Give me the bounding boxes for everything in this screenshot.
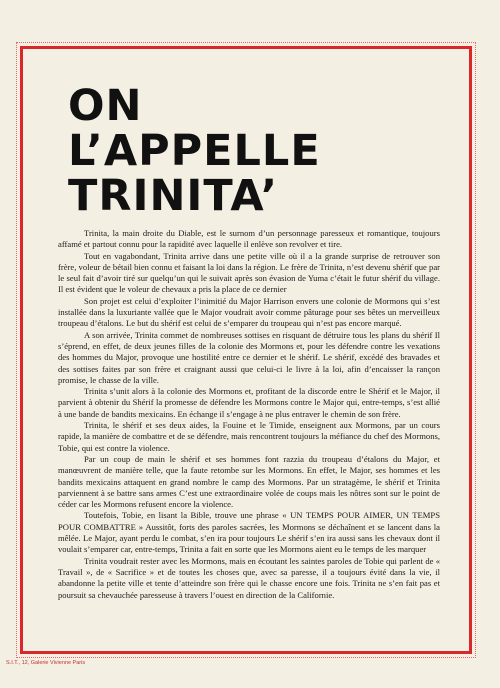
synopsis-text — [58, 228, 440, 601]
headline — [68, 81, 448, 221]
headline-line-2: L’APPELLE — [68, 126, 321, 176]
publisher-imprint: S.I.T., 12, Galerie Vivienne Paris — [6, 660, 86, 666]
paragraph: Trinita s’unit alors à la colonie des Mormons et, profitant de la discorde entre le Shérif et le Major, il parvient à obtenir du Shérif la promesse de défendre les Mormons contre le Major qui, entre-temps, s’est allié à une bande de bandits mexicains. En échange il s’engage à ne plus entraver le chemin de son frère. — [58, 386, 440, 419]
paragraph: Trinita, le shérif et ses deux aides, la Fouine et le Timide, enseignent aux Mormons, par un cours rapide, la manière de combattre et de se défendre, mais rencontrent toujours la méfiance du chef des Mormons, Tobie, qui est contre la violence. — [58, 420, 440, 453]
paragraph: Par un coup de main le shérif et ses hommes font razzia du troupeau d’étalons du Major, et manœuvrent de manière telle, que la faute retombe sur les Mormons. En effet, le Major, ses hommes et les bandits mexicains attaquent en grand nombre le camp des Mormons. Par un stratagème, le shérif et Trinita parviennent à se battre sans armes C’est une extraordinaire volée de coups mais les nôtres sont sur le point de céder car les Mormons refusent encore la violence. — [58, 453, 440, 510]
paragraph: Trinita voudrait rester avec les Mormons, mais en écoutant les saintes paroles de Tobie qui parlent de « Travail », de « Sacrifice » et de toutes les choses que, avec sa paresse, il a toujours évité dans la vie, il abandonne la petite ville et tente d’atteindre son frère qui le chasse encore une fois. Trinita ne s’en fait pas et poursuit sa chevauchée paresseuse à travers l’ouest en direction de la Californie. — [58, 555, 440, 600]
paragraph: Toutefois, Tobie, en lisant la Bible, trouve une phrase « UN TEMPS POUR AIMER, UN TEMPS POUR COMBATTRE » Aussitôt, forts des paroles sacrées, les Mormons se déchaînent et se lancent dans la mêlée. Le Major, ayant perdu le combat, s’en ira pour toujours Le shérif s’en ira aussi sans les chevaux dont il voulait s’emparer car, entre-temps, Trinita a fait en sorte que les Mormons aient eu le temps de les marquer — [58, 510, 440, 555]
paragraph: A son arrivée, Trinita commet de nombreuses sottises en risquant de détruire tous les plans du shérif Il s’éprend, en effet, de deux jeunes filles de la colonie des Mormons et, pour les défendre contre les vexations des hommes du Major, provoque une hostilité entre ce dernier et le shérif. Le shérif, excédé des bravades et des sottises faites par son frère et craignant aussi que celui-ci le livre à la loi, afin d’encaisser la rançon promise, le chasse de la ville. — [58, 329, 440, 385]
headline-line-3: TRINITA’ — [68, 171, 279, 221]
paragraph: Tout en vagabondant, Trinita arrive dans une petite ville où il a la grande surprise de retrouver son frère, voleur de bétail bien connu et faisant la loi dans la région. Le frère de Trinita, n’est devenu shérif que par le seul fait d’avoir tiré sur quelqu’un qui le suivait après son évasion de Yuma c’était le futur shérif du village. Il est évident que le voleur de chevaux a pris la place de ce dernier — [58, 250, 440, 295]
paragraph: Trinita, la main droite du Diable, est le surnom d’un personnage paresseux et romantique, toujours affamé et partout connu pour la rapidité avec laquelle il enlève son revolver et tire. — [58, 228, 440, 250]
headline-line-1: ON — [68, 81, 143, 131]
paragraph: Son projet est celui d’exploiter l’inimitié du Major Harrison envers une colonie de Mormons qui s’est installée dans la luxuriante vallée que le Major voudrait avoir comme pâturage pour ses bêtes un merveilleux troupeau d’étalons. Le but du shérif est celui de s’emparer du troupeau qui n’est pas encore marqué. — [58, 295, 440, 329]
